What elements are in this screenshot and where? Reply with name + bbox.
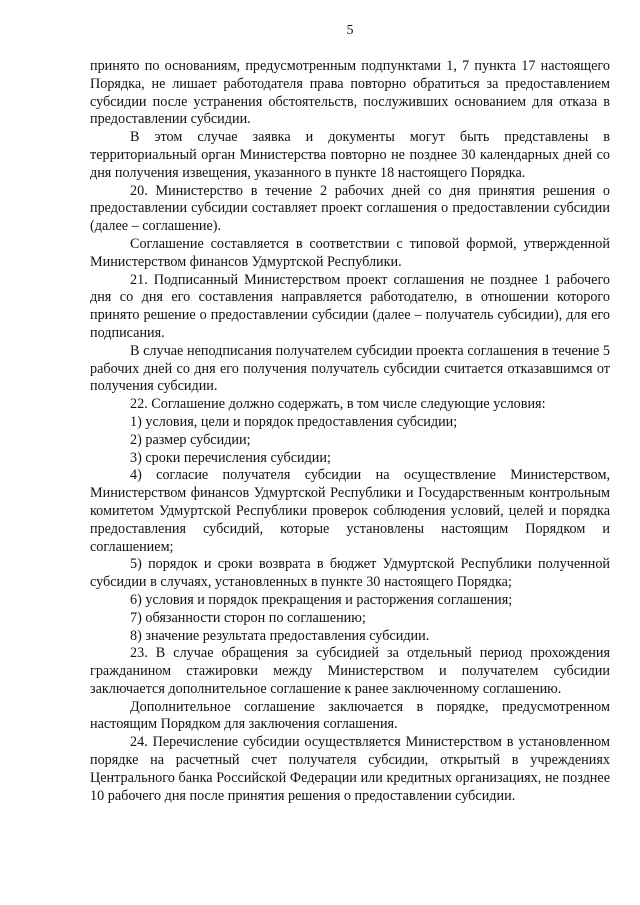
list-item-2: 2) размер субсидии; (130, 431, 251, 448)
list-item-5: 5) порядок и сроки возврата в бюджет Удмуртской Республики полученной субсидии в случаях, установленных в пункте 30 настоящего Порядка; (90, 556, 610, 591)
paragraph-item-23: 23. В случае обращения за субсидией за отдельный период прохождения гражданином стажировки между Министерством и получателем субсидии заключается дополнительное соглашение к ранее заключенному соглашению. (90, 645, 610, 697)
paragraph-agreement-form: Соглашение составляется в соответствии с типовой формой, утвержденной Министерством финансов Удмуртской Республики. (90, 235, 610, 270)
list-item-4: 4) согласие получателя субсидии на осуществление Министерством, Министерством финансов Удмуртской Республики и Государственным контрольным комитетом Удмуртской Республики проверок соблюдения условий, целей и порядка предоставления субсидий, которые установлены настоящим Порядком и соглашением; (90, 467, 610, 555)
list-item-6: 6) условия и порядок прекращения и расторжения соглашения; (130, 591, 513, 608)
document-page (90, 22, 610, 805)
list-item-1: 1) условия, цели и порядок предоставления субсидии; (130, 413, 458, 430)
page-number: 5 (346, 23, 354, 38)
paragraph-additional-agreement: Дополнительное соглашение заключается в порядке, предусмотренном настоящим Порядком для заключения соглашения. (90, 698, 610, 733)
list-item-8: 8) значение результата предоставления субсидии. (130, 627, 430, 644)
list-item-7: 7) обязанности сторон по соглашению; (130, 609, 366, 626)
list-item-3: 3) сроки перечисления субсидии; (130, 449, 331, 466)
paragraph-resubmission: В этом случае заявка и документы могут быть представлены в территориальный орган Министерства повторно не позднее 30 календарных дней со дня получения извещения, указанного в пункте 18 настоящего Порядка. (90, 129, 610, 181)
paragraph-continuation: принято по основаниям, предусмотренным подпунктами 1, 7 пункта 17 настоящего Порядка, не лишает работодателя права повторно обратиться за предоставлением субсидии после устранения обстоятельств, послуживших основанием для отказа в предоставлении субсидии. (90, 58, 610, 128)
paragraph-non-signing: В случае неподписания получателем субсидии проекта соглашения в течение 5 рабочих дней со дня его получения получатель субсидии считается отказавшимся от получения субсидии. (90, 342, 610, 395)
paragraph-item-20: 20. Министерство в течение 2 рабочих дней со дня принятия решения о предоставлении субсидии составляет проект соглашения о предоставлении субсидии (далее – соглашение). (90, 182, 610, 235)
paragraph-item-21: 21. Подписанный Министерством проект соглашения не позднее 1 рабочего дня со дня его составления направляется работодателю, в отношении которого принято решение о предоставлении субсидии (далее – получатель субсидии), для его подписания. (90, 271, 610, 341)
paragraph-item-24: 24. Перечисление субсидии осуществляется Министерством в установленном порядке на расчетный счет получателя субсидии, открытый в учреждениях Центрального банка Российской Федерации или кредитных организациях, не позднее 10 рабочего дня после принятия решения о предоставлении субсидии. (90, 734, 610, 804)
paragraph-item-22: 22. Соглашение должно содержать, в том числе следующие условия: (130, 396, 546, 413)
